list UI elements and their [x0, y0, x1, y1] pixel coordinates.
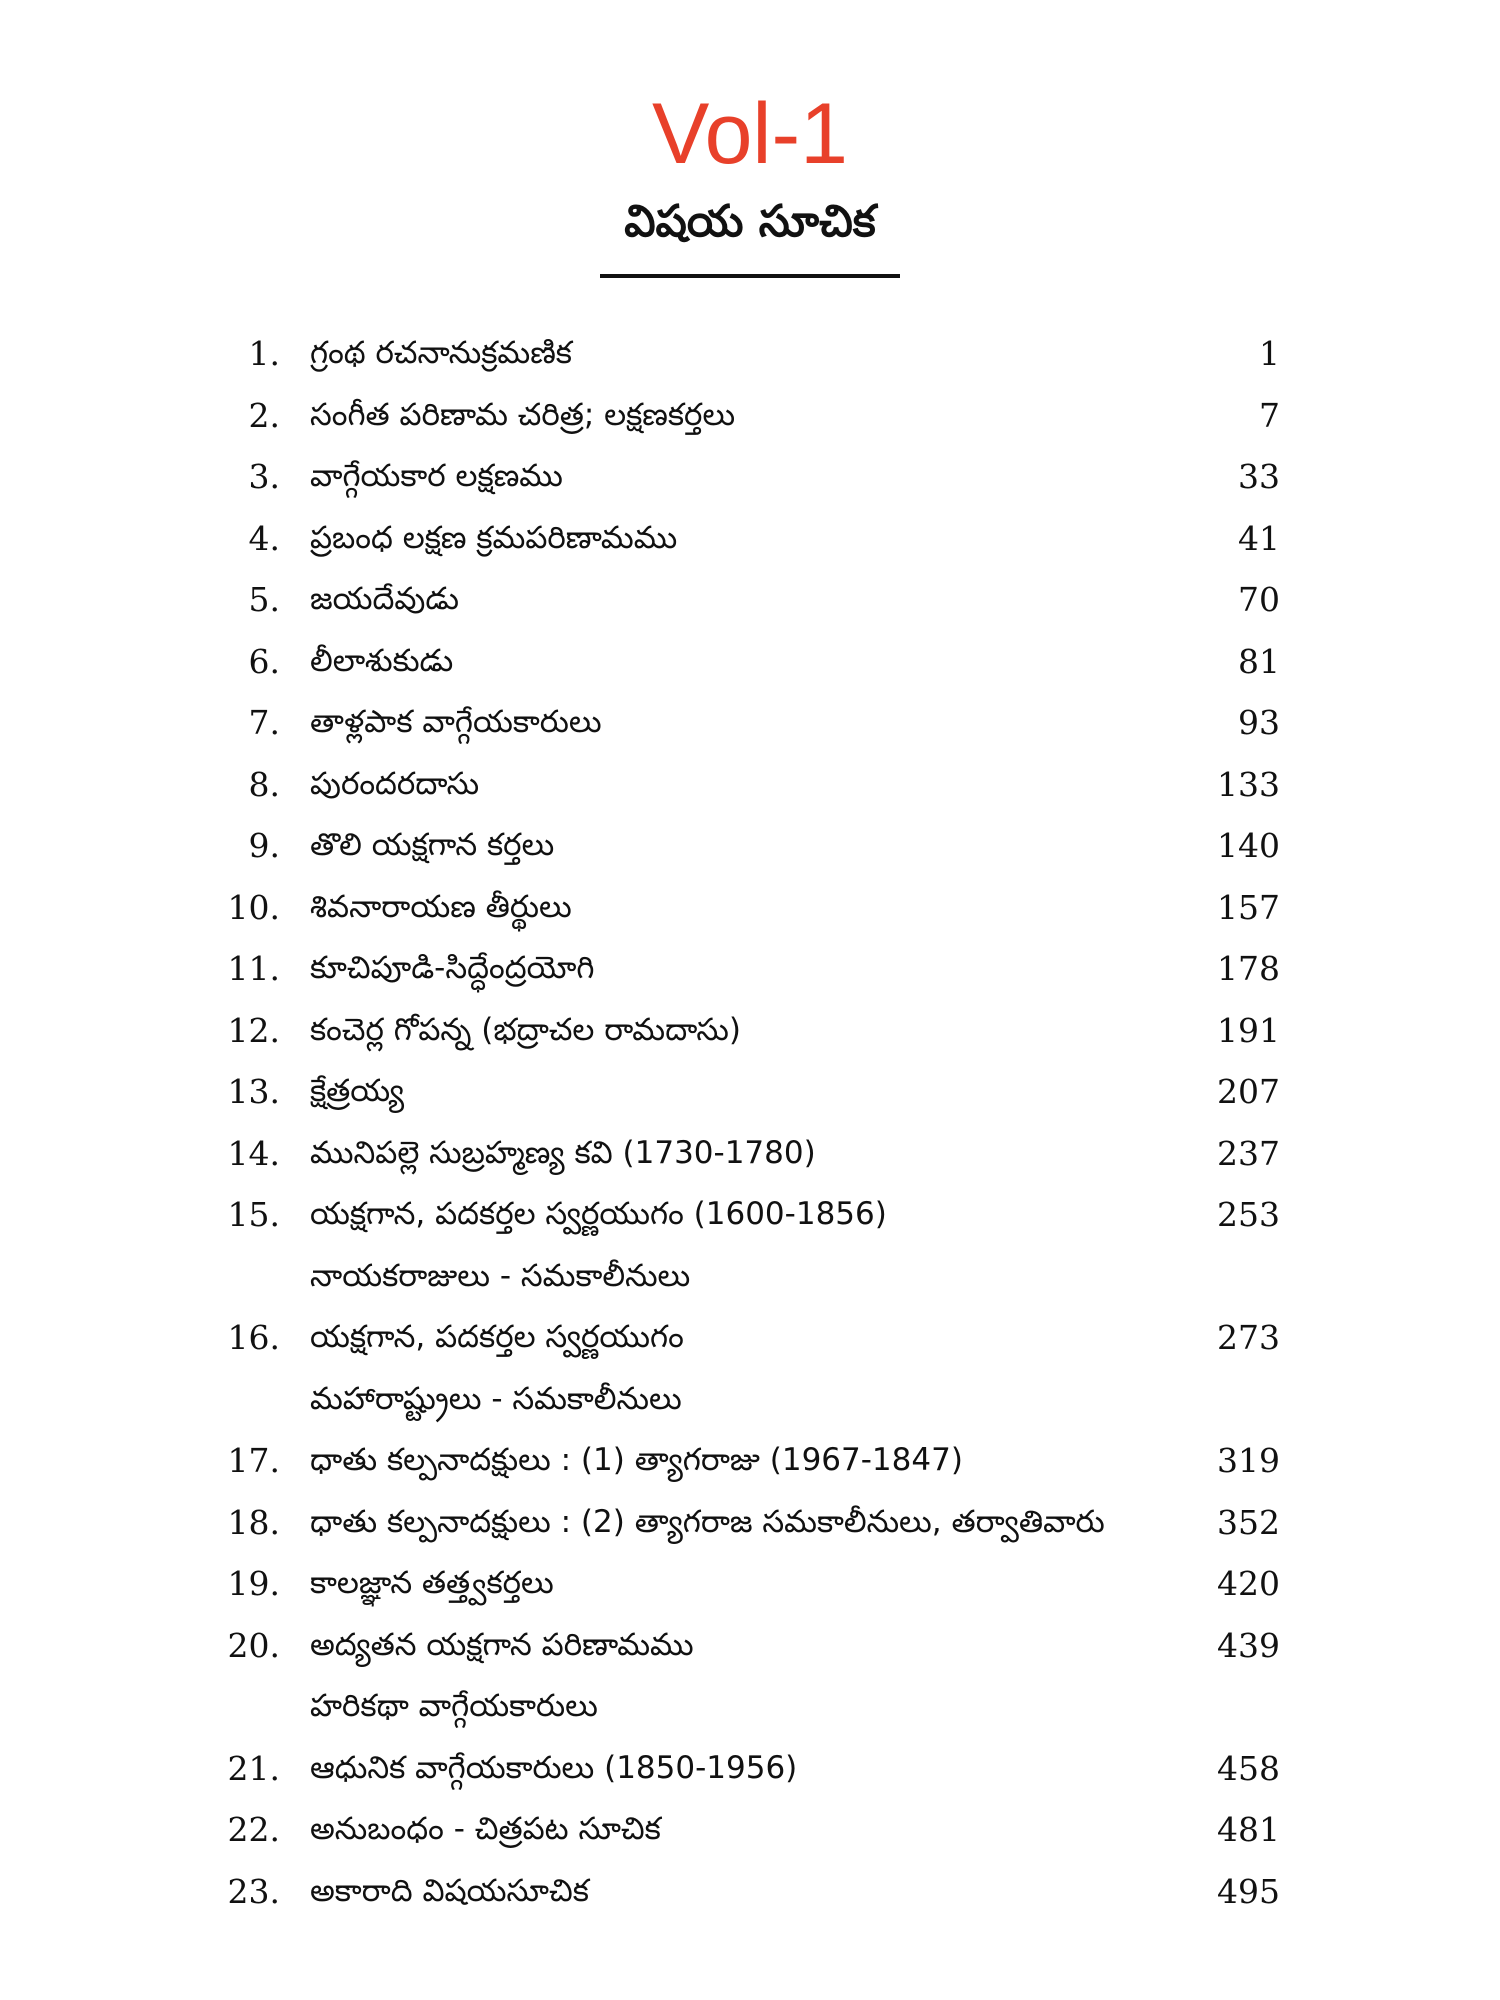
- entry-title: కంచెర్ల గోపన్న (భద్రాచల రామదాసు): [310, 1011, 741, 1048]
- entry-number: 16.: [227, 1318, 280, 1357]
- entry-title: అకారాది విషయసూచిక: [310, 1872, 589, 1909]
- toc-entry: [0, 1308, 1500, 1431]
- entry-number: 7.: [248, 703, 280, 742]
- entry-page: 253: [1217, 1195, 1280, 1234]
- entry-page: 7: [1259, 395, 1280, 435]
- toc-entry: [0, 1124, 1500, 1186]
- entry-number: 4.: [248, 518, 280, 558]
- toc-entry: [0, 386, 1500, 448]
- entry-number: 15.: [227, 1195, 280, 1234]
- entry-title: లీలాశుకుడు: [310, 642, 454, 679]
- entry-page: 319: [1217, 1441, 1280, 1480]
- entry-number: 9.: [248, 826, 280, 865]
- entry-subtitle: మహారాష్ట్రులు - సమకాలీనులు: [310, 1380, 682, 1417]
- entry-page: 495: [1217, 1871, 1280, 1911]
- toc-entry: [0, 570, 1500, 632]
- toc-entry: [0, 1493, 1500, 1555]
- entry-title: క్షేత్రయ్య: [310, 1073, 405, 1109]
- entry-number: 19.: [227, 1564, 280, 1603]
- toc-entry: [0, 1616, 1500, 1739]
- entry-subtitle: హరికథా వాగ్గేయకారులు: [310, 1688, 598, 1724]
- entry-page: 33: [1238, 457, 1280, 496]
- toc-entry: [0, 1554, 1500, 1616]
- entry-title: గ్రంథ రచనానుక్రమణిక: [310, 335, 572, 371]
- entry-number: 3.: [248, 457, 280, 496]
- toc-entry: [0, 1800, 1500, 1862]
- entry-title: తొలి యక్షగాన కర్తలు: [310, 827, 555, 863]
- entry-number: 13.: [227, 1072, 280, 1111]
- entry-number: 11.: [227, 949, 280, 988]
- entry-page: 157: [1217, 887, 1280, 927]
- entry-title: అద్యతన యక్షగాన పరిణామము హరికథా వాగ్గేయకారులు: [310, 1615, 1190, 1738]
- entry-number: 17.: [227, 1441, 280, 1480]
- entry-page: 458: [1217, 1748, 1280, 1788]
- entry-number: 10.: [227, 887, 280, 927]
- toc-entry: [0, 1431, 1500, 1493]
- entry-title: జయదేవుడు: [310, 581, 460, 617]
- heading-underline: [600, 274, 900, 278]
- entry-title: కాలజ్ఞాన తత్త్వకర్తలు: [310, 1565, 554, 1601]
- toc-entry: [0, 632, 1500, 694]
- entry-number: 21.: [227, 1748, 280, 1788]
- toc-entry: [0, 878, 1500, 940]
- entry-page: 41: [1238, 518, 1280, 558]
- toc-entry: [0, 1739, 1500, 1801]
- toc-entry: [0, 447, 1500, 509]
- entry-page: 140: [1217, 826, 1280, 865]
- entry-number: 14.: [227, 1133, 280, 1173]
- entry-number: 8.: [248, 764, 280, 804]
- toc-entry: [0, 1062, 1500, 1124]
- entry-page: 93: [1238, 703, 1280, 742]
- entry-title: కూచిపూడి-సిద్ధేంద్రయోగి: [310, 950, 595, 986]
- entry-number: 20.: [227, 1625, 280, 1665]
- toc-entry: [0, 693, 1500, 755]
- entry-title: తాళ్లపాక వాగ్గేయకారులు: [310, 704, 602, 740]
- entry-number: 5.: [248, 580, 280, 619]
- entry-title: వాగ్గేయకార లక్షణము: [310, 458, 563, 494]
- toc-entry: [0, 1185, 1500, 1308]
- entry-page: 237: [1217, 1133, 1280, 1173]
- entry-page: 439: [1217, 1625, 1280, 1665]
- toc-heading: విషయ సూచిక: [624, 196, 876, 247]
- entry-title: మునిపల్లె సుబ్రహ్మణ్య కవి (1730-1780): [310, 1134, 816, 1171]
- entry-page: 81: [1238, 641, 1280, 681]
- entry-title: పురందరదాసు: [310, 765, 480, 802]
- toc-entry: [0, 1862, 1500, 1924]
- entry-title: యక్షగాన, పదకర్తల స్వర్ణయుగం (1600-1856) నాయకరాజులు - సమకాలీనులు: [310, 1184, 1190, 1307]
- entry-page: 70: [1238, 580, 1280, 619]
- entry-page: 178: [1217, 949, 1280, 988]
- entry-number: 12.: [227, 1010, 280, 1050]
- entry-page: 352: [1217, 1502, 1280, 1542]
- entry-title: ప్రబంధ లక్షణ క్రమపరిణామము: [310, 519, 678, 556]
- entry-title: ఆధునిక వాగ్గేయకారులు (1850-1956): [310, 1749, 798, 1786]
- entry-page: 1: [1259, 334, 1280, 373]
- entry-number: 18.: [227, 1502, 280, 1542]
- entry-page: 207: [1217, 1072, 1280, 1111]
- entry-page: 273: [1217, 1318, 1280, 1357]
- entry-number: 22.: [227, 1810, 280, 1849]
- entry-number: 6.: [248, 641, 280, 681]
- entry-title: ధాతు కల్పనాదక్షులు : (1) త్యాగరాజు (1967-1847): [310, 1442, 963, 1478]
- entry-number: 23.: [227, 1871, 280, 1911]
- entry-title: ధాతు కల్పనాదక్షులు : (2) త్యాగరాజ సమకాలీనులు, తర్వాతివారు: [310, 1503, 1105, 1540]
- toc-entry: [0, 939, 1500, 1001]
- toc-entry: [0, 816, 1500, 878]
- toc-entry: [0, 755, 1500, 817]
- entry-subtitle: నాయకరాజులు - సమకాలీనులు: [310, 1257, 691, 1294]
- volume-label: Vol-1: [651, 86, 849, 182]
- entry-page: 191: [1217, 1010, 1280, 1050]
- entry-number: 2.: [248, 395, 280, 435]
- entry-page: 420: [1217, 1564, 1280, 1603]
- entry-number: 1.: [248, 334, 280, 373]
- toc-entry: [0, 509, 1500, 571]
- entry-title: సంగీత పరిణామ చరిత్ర; లక్షణకర్తలు: [310, 396, 736, 433]
- entry-title: అనుబంధం - చిత్రపట సూచిక: [310, 1811, 661, 1847]
- toc-entry: [0, 1001, 1500, 1063]
- entry-title: శివనారాయణ తీర్థులు: [310, 888, 572, 925]
- entry-title: యక్షగాన, పదకర్తల స్వర్ణయుగం మహారాష్ట్రులు - సమకాలీనులు: [310, 1307, 1190, 1430]
- entry-page: 133: [1217, 764, 1280, 804]
- toc-entry: [0, 324, 1500, 386]
- entry-page: 481: [1217, 1810, 1280, 1849]
- toc-list: [0, 324, 1500, 1923]
